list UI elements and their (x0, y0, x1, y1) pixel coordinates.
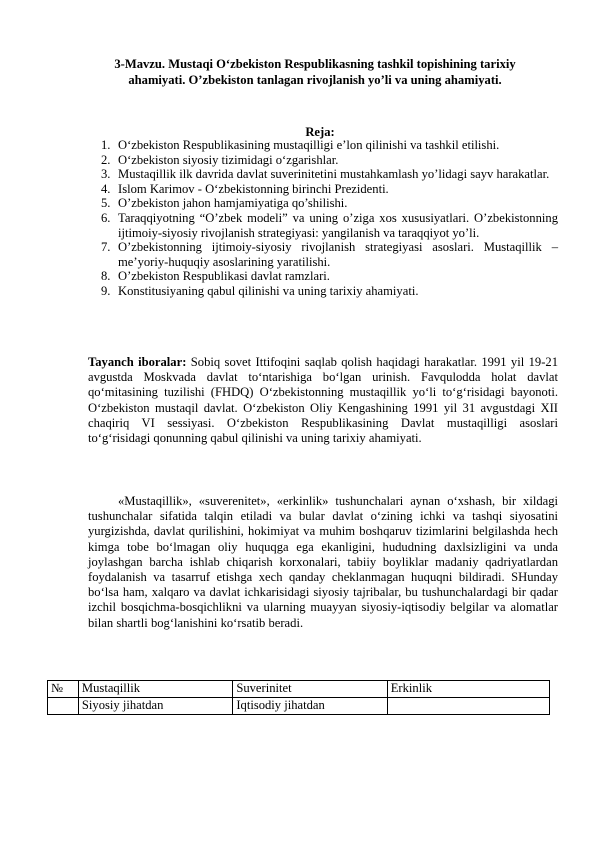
plan-item (88, 196, 558, 211)
plan-item-text: O’zbekistonning ijtimoiy-siyosiy rivojlanish strategiyasi asoslari. Mustaqillik – me’yoriy-huquqiy asoslarining yaratilishi. (118, 240, 558, 269)
plan-item-text: Mustaqillik ilk davrida davlat suverinitetini mustahkamlash yo’lidagi sayv harakatlar. (118, 167, 550, 182)
table-row (48, 698, 550, 715)
table-cell: Siyosiy jihatdan (78, 698, 232, 715)
plan-item-number: 2. (101, 152, 111, 167)
plan-item-number: 5. (101, 196, 111, 211)
plan-item-number: 6. (101, 210, 111, 225)
plan-item-number: 9. (101, 283, 111, 298)
title-line-1: 3-Mavzu. Mustaqi O‘zbekiston Respublikasning tashkil topishining tarixiy (114, 57, 516, 71)
keywords-label: Tayanch iboralar: (88, 355, 187, 369)
keywords-paragraph (88, 355, 558, 446)
plan-item-text: Islom Karimov - O‘zbekistonning birinchi Prezidenti. (118, 181, 389, 196)
plan-list (88, 138, 558, 299)
plan-item-number: 4. (101, 181, 111, 196)
plan-item (88, 138, 558, 153)
table-cell (48, 698, 79, 715)
keywords-text: Sobiq sovet Ittifoqini saqlab qolish haqidagi harakatlar. 1991 yil 19-21 avgustda Moskvada davlat to‘ntarishiga bo‘lgan urinish. Favqulodda holat davlat qo‘mitasining tuzilishi (FHDQ) O‘zbekistonning mustaqillik yo‘li to‘g‘risidagi bayonoti. O‘zbekiston mustaqil davlat. O‘zbekiston Oliy Kengashining 1991 yil 31 avgustdagi XII chaqiriq VI sessiyasi. O‘zbekiston Respublikasining Davlat mustaqilligi asoslari to‘g‘risidagi qonunning qabul qilinishi va uning tarixiy ahamiyati. (88, 355, 558, 446)
plan-item-number: 3. (101, 167, 111, 182)
plan-item-text: O’zbekiston Respublikasi davlat ramzlari. (118, 269, 330, 284)
table-cell: № (48, 681, 79, 698)
plan-item (88, 182, 558, 197)
plan-item (88, 269, 558, 284)
plan-item-number: 7. (101, 240, 111, 255)
plan-item-text: O‘zbekiston Respublikasining mustaqilligi e’lon qilinishi va tashkil etilishi. (118, 138, 500, 152)
plan-item (88, 211, 558, 240)
body-paragraph: «Mustaqillik», «suverenitet», «erkinlik» tushunchalari aynan o‘xshash, bir xildagi tushunchalar sifatida talqin etiladi va bular davlat o‘zining ichki va tashqi siyosatini yurgizishda, davlat qurilishini, hokimiyat va muhim boshqaruv tizimlarini belgilashda hech kimga tobe bo‘lmagan oliy huquqga ega ekanligini, hududning daxlsizligini va unda joylashgan barcha ishlab chiqarish korxonalari, tabiiy boyliklar madaniy qadriyatlardan foydalanish va tasarruf etishga xech qanday cheklanmagan huquqni bildiradi. SHunday bo‘lsa ham, xalqaro va davlat ichkarisidagi siyosiy tajribalar, bu tushunchalardagi bir qadar izchil bosqichma-bosqichlikni va ularning muayyan siyosiy-iqtisodiy belgilar va alomatlar bilan shartli bog‘lanishini ko‘rsatib beradi. (88, 494, 558, 630)
concepts-table (47, 680, 550, 715)
plan-item-text: Taraqqiyotning “O’zbek modeli” va uning o’ziga xos xususiyatlari. O’zbekistonning ijtimoiy-siyosiy rivojlanish strategiyasi: yangilanish va taraqqiyot yo’li. (118, 210, 558, 240)
table-row (48, 681, 550, 698)
table-cell: Mustaqillik (78, 681, 232, 698)
plan-item (88, 153, 558, 168)
document-title (80, 56, 550, 88)
plan-item-number: 1. (101, 138, 111, 152)
plan-item-number: 8. (101, 269, 111, 284)
table-cell: Iqtisodiy jihatdan (233, 698, 387, 715)
title-line-2: ahamiyati. O’zbekiston tanlagan rivojlanish yo’li va uning ahamiyati. (128, 73, 502, 87)
plan-item-text: O’zbekiston jahon hamjamiyatiga qo’shilishi. (118, 196, 348, 211)
plan-item (88, 167, 558, 182)
plan-item-text: Konstitusiyaning qabul qilinishi va uning tarixiy ahamiyati. (118, 283, 419, 298)
plan-item-text: O‘zbekiston siyosiy tizimidagi o‘zgarishlar. (118, 152, 339, 167)
plan-item (88, 240, 558, 269)
table-cell (387, 698, 549, 715)
table-cell: Erkinlik (387, 681, 549, 698)
table-cell: Suverinitet (233, 681, 387, 698)
plan-heading: Reja: (305, 125, 335, 139)
plan-item (88, 284, 558, 299)
